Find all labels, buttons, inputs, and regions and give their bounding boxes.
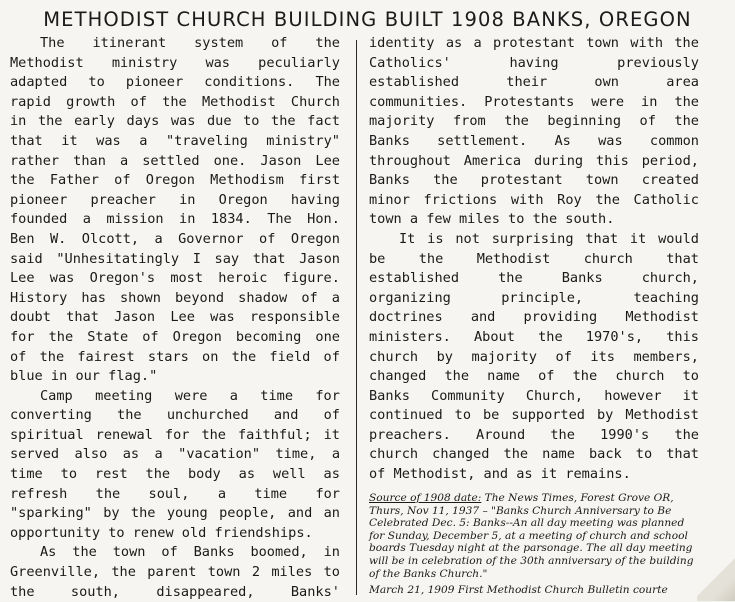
page-title: METHODIST CHURCH BUILDING BUILT 1908 BANKS, OREGON xyxy=(43,8,692,31)
left-column-text-line: Greenville, the parent town 2 miles to xyxy=(10,564,340,581)
left-column-text-line: Methodist ministry was peculiarly xyxy=(10,54,340,71)
right-column-text-line: throughout America during this period, xyxy=(369,152,699,169)
left-column-text-line: the south, disappeared, Banks' xyxy=(10,583,340,600)
left-column-text-line: History has shown beyond shadow of a xyxy=(10,289,340,306)
right-column-text-line: town a few miles to the south. xyxy=(369,211,615,228)
right-column-text-line: changed the name of the church to xyxy=(369,368,699,385)
source-line: will be in celebration of the 30th anniversary of the building xyxy=(369,554,694,567)
left-column-text-line: served also as a "vacation" time, a xyxy=(10,446,340,463)
source-line: for Sunday, December 5, at a meeting of church and school xyxy=(369,529,688,542)
right-column-text-line: Banks the protestant town created xyxy=(369,172,699,189)
left-column-text-line: "sparking" by the young people, and an xyxy=(10,505,340,522)
left-column-text-line: opportunity to renew old friendships. xyxy=(10,524,313,541)
source-line-first xyxy=(369,492,705,505)
right-column-text-line: established the Banks church, xyxy=(369,270,699,287)
right-column-text-line: doctrines and providing Methodist xyxy=(369,309,699,326)
right-column-text-line: church by majority of its members, xyxy=(369,348,699,365)
right-column-text-line: Catholics' having previously xyxy=(369,54,699,71)
left-column-text-line: founded a mission in 1834. The Hon. xyxy=(10,211,340,228)
source-line: Thurs, Nov 11, 1937 – "Banks Church Anniversary to Be xyxy=(369,504,672,517)
left-column-text-line: refresh the soul, a time for xyxy=(10,485,340,502)
left-column-text-line: As the town of Banks boomed, in xyxy=(40,544,340,561)
left-column-text-line: pioneer preacher in Oregon having xyxy=(10,191,340,208)
right-column-text-line: be the Methodist church that xyxy=(369,250,699,267)
right-column-text-line: church changed the name back to that xyxy=(369,446,699,463)
bulletin-note: March 21, 1909 First Methodist Church Bulletin courte xyxy=(369,584,668,596)
left-column-text-line: said "Unhesitatingly I say that Jason xyxy=(10,250,340,267)
left-column-text-line: doubt that Jason Lee was responsible xyxy=(10,309,340,326)
right-column-text-line: It is not surprising that it would xyxy=(399,230,699,247)
source-note xyxy=(369,492,705,580)
right-column-text-line: Banks Community Church, however it xyxy=(369,387,699,404)
source-line: of the Banks Church." xyxy=(369,567,488,580)
source-line: The News Times, Forest Grove OR, xyxy=(481,492,674,504)
left-column-text-line: converting the unchurched and of xyxy=(10,407,340,424)
left-column-text-line: of the fairest stars on the field of xyxy=(10,348,340,365)
left-column-text-line: blue in our flag." xyxy=(10,368,158,385)
left-column-text-line: rather than a settled one. Jason Lee xyxy=(10,152,340,169)
left-column-text-line: adapted to pioneer conditions. The xyxy=(10,74,340,91)
left-column-text-line: for the State of Oregon becoming one xyxy=(10,328,340,345)
page-curl xyxy=(697,555,735,601)
left-column-text-line: Ben W. Olcott, a Governor of Oregon xyxy=(10,230,340,247)
right-column-text-line: organizing principle, teaching xyxy=(369,289,699,306)
left-column-text-line: rapid growth of the Methodist Church xyxy=(10,93,340,110)
source-label: Source of 1908 date: xyxy=(369,492,482,504)
left-column-text-line: in the early days was due to the fact xyxy=(10,113,340,130)
right-column-text-line: communities. Protestants were in the xyxy=(369,93,699,110)
right-column-text-line: continued to be supported by Methodist xyxy=(369,407,699,424)
right-column-text-line: majority from the beginning of the xyxy=(369,113,699,130)
left-column-text-line: Lee was Oregon's most heroic figure. xyxy=(10,270,340,287)
left-column-text-line: the Father of Oregon Methodism first xyxy=(10,172,340,189)
right-column-text-line: identity as a protestant town with the xyxy=(369,35,699,51)
right-column-text-line: of Methodist, and as it remains. xyxy=(369,466,631,483)
left-column-text-line: spiritual renewal for the faithful; it xyxy=(10,426,340,443)
left-column-text-line: time to rest the body as well as xyxy=(10,466,340,483)
right-column xyxy=(369,34,699,485)
source-line: Celebrated Dec. 5: Banks--An all day meeting was planned xyxy=(369,517,685,530)
left-column xyxy=(10,34,340,602)
left-column-text-line: that it was a "traveling ministry" xyxy=(10,132,340,149)
right-column-text-line: ministers. About the 1970's, this xyxy=(369,328,699,345)
right-column-text-line: established their own area xyxy=(369,74,699,91)
right-column-text-line: Banks settlement. As was common xyxy=(369,132,699,149)
left-column-text-line: The itinerant system of the xyxy=(40,35,340,51)
column-divider xyxy=(356,40,357,595)
right-column-text-line: preachers. Around the 1990's the xyxy=(369,426,699,443)
left-column-text-line: Camp meeting were a time for xyxy=(40,387,340,404)
right-column-text-line: minor frictions with Roy the Catholic xyxy=(369,191,699,208)
source-line: boards Tuesday night at the parsonage. The all day meeting xyxy=(369,542,693,555)
